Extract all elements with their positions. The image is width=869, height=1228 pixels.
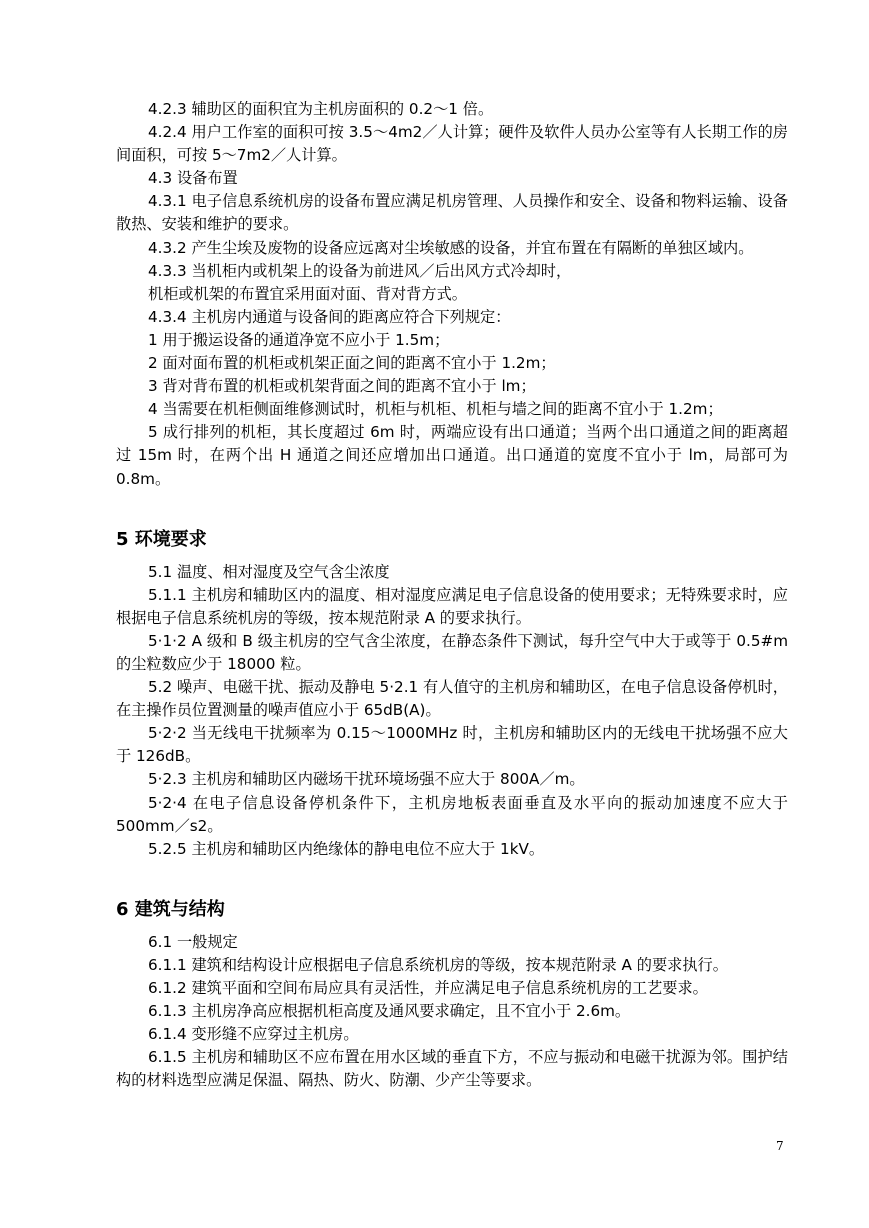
paragraph: 5·2·2 当无线电干扰频率为 0.15～1000MHz 时，主机房和辅助区内的无线电干扰场强不应大于 126dB。 (116, 724, 788, 766)
paragraph: 6.1.4 变形缝不应穿过主机房。 (148, 1025, 359, 1044)
chapter-heading-6: 6 建筑与结构 (116, 898, 225, 920)
paragraph: 4.3.1 电子信息系统机房的设备布置应满足机房管理、人员操作和安全、设备和物料运输、设备散热、安装和维护的要求。 (116, 192, 788, 234)
section-title: 4.3 设备布置 (148, 169, 238, 188)
list-item: 1 用于搬运设备的通道净宽不应小于 1.5m； (148, 330, 450, 349)
page-number: 7 (776, 1139, 784, 1153)
paragraph: 6.1.3 主机房净高应根据机柜高度及通风要求确定，且不宜小于 2.6m。 (148, 1002, 631, 1021)
paragraph: 机柜或机架的布置宜采用面对面、背对背方式。 (148, 284, 467, 303)
section-title: 5.1 温度、相对湿度及空气含尘浓度 (148, 562, 390, 581)
paragraph: 5.2 噪声、电磁干扰、振动及静电 5·2.1 有人值守的主机房和辅助区，在电子信息设备停机时，在主操作员位置测量的噪声值应小于 65dB(A)。 (116, 678, 788, 720)
paragraph: 4.2.3 辅助区的面积宜为主机房面积的 0.2～1 倍。 (148, 100, 494, 118)
paragraph: 4.2.4 用户工作室的面积可按 3.5～4m2／人计算；硬件及软件人员办公室等有人长期工作的房间面积，可按 5～7m2／人计算。 (116, 123, 788, 165)
paragraph: 5·2.3 主机房和辅助区内磁场干扰环境场强不应大于 800A／m。 (148, 770, 585, 789)
paragraph: 5.1.1 主机房和辅助区内的温度、相对湿度应满足电子信息设备的使用要求；无特殊要求时，应根据电子信息系统机房的等级，按本规范附录 A 的要求执行。 (116, 585, 788, 627)
paragraph: 6.1.1 建筑和结构设计应根据电子信息系统机房的等级，按本规范附录 A 的要求执行。 (148, 955, 728, 974)
paragraph: 6.1.2 建筑平面和空间布局应具有灵活性，并应满足电子信息系统机房的工艺要求。 (148, 979, 708, 997)
paragraph: 5.2.5 主机房和辅助区内绝缘体的静电电位不应大于 1kV。 (148, 839, 545, 858)
list-item: 4 当需要在机柜侧面维修测试时，机柜与机柜、机柜与墙之间的距离不宜小于 1.2m； (148, 400, 723, 419)
paragraph: 4.3.2 产生尘埃及废物的设备应远离对尘埃敏感的设备，并宜布置在有隔断的单独区域内。 (148, 238, 754, 257)
document-page (116, 98, 788, 1092)
list-item: 5 成行排列的机柜，其长度超过 6m 时，两端应设有出口通道；当两个出口通道之间的距离超过 15m 时，在两个出 H 通道之间还应增加出口通道。出口通道的宽度不宜小于 lm，局部可为 0.8m。 (116, 423, 788, 488)
paragraph: 6.1.5 主机房和辅助区不应布置在用水区域的垂直下方，不应与振动和电磁干扰源为邻。围护结构的材料选型应满足保温、隔热、防火、防潮、少产尘等要求。 (116, 1048, 788, 1090)
paragraph: 4.3.3 当机柜内或机架上的设备为前进风／后出风方式冷却时， (148, 261, 572, 280)
list-item: 2 面对面布置的机柜或机架正面之间的距离不宜小于 1.2m； (148, 354, 556, 373)
paragraph: 4.3.4 主机房内通道与设备间的距离应符合下列规定： (148, 307, 511, 326)
paragraph: 5·2·4 在电子信息设备停机条件下，主机房地板表面垂直及水平向的振动加速度不应大于 500mm／s2。 (116, 793, 788, 835)
section-title: 6.1 一般规定 (148, 932, 238, 951)
paragraph: 5·1·2 A 级和 B 级主机房的空气含尘浓度，在静态条件下测试，每升空气中大于或等于 0.5#m 的尘粒数应少于 18000 粒。 (116, 631, 788, 673)
list-item: 3 背对背布置的机柜或机架背面之间的距离不宜小于 lm； (148, 377, 536, 396)
chapter-heading-5: 5 环境要求 (116, 528, 207, 550)
